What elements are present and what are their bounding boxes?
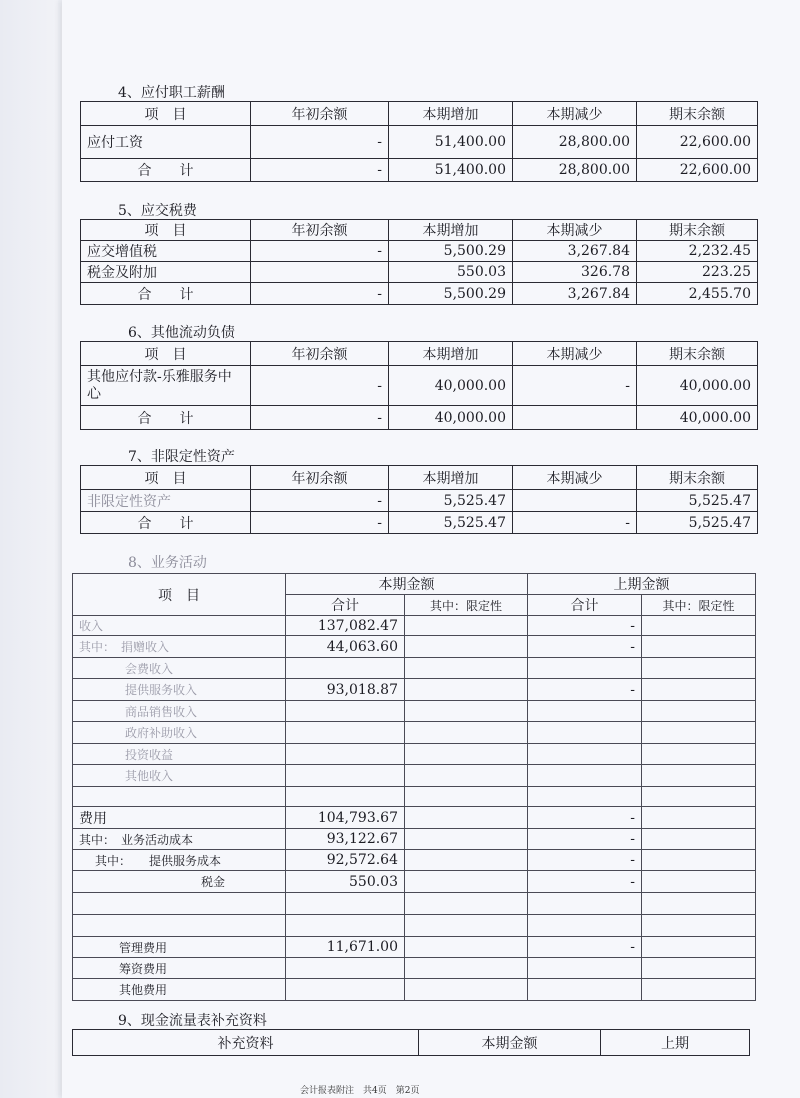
cell-current-restricted	[405, 636, 528, 658]
cell-prior-total	[528, 701, 642, 722]
cell-prior-total	[528, 765, 642, 787]
cell-current-total: 93,122.67	[286, 829, 405, 850]
row-label: 会费收入	[73, 658, 286, 679]
cell-current-restricted	[405, 915, 528, 937]
table-row	[73, 915, 756, 937]
table-row	[73, 937, 756, 958]
header-prior-restricted: 其中：限定性	[642, 595, 756, 616]
cell-prior-restricted	[642, 871, 756, 893]
cell-prior-total: -	[528, 829, 642, 850]
cell-current-restricted	[405, 701, 528, 722]
cell-prior-total	[528, 787, 642, 807]
cell-closing: 22,600.00	[637, 159, 758, 182]
row-label	[73, 893, 286, 915]
cell-current-restricted	[405, 871, 528, 893]
cell-current-total	[286, 958, 405, 979]
cell-current-restricted	[405, 787, 528, 807]
cell-current-total	[286, 979, 405, 1001]
header-decrease: 本期减少	[513, 102, 637, 126]
cell-decrease	[513, 406, 637, 430]
header-prior-total: 合计	[528, 595, 642, 616]
row-label: 非限定性资产	[81, 490, 251, 512]
header-item: 项 目	[81, 220, 251, 241]
row-label	[73, 915, 286, 937]
cell-current-total	[286, 765, 405, 787]
cell-decrease: 326.78	[513, 262, 637, 283]
cell-current-restricted	[405, 679, 528, 701]
cell-current-restricted	[405, 958, 528, 979]
cell-increase: 5,525.47	[389, 490, 513, 512]
cell-current-restricted	[405, 722, 528, 744]
cell-increase: 5,525.47	[389, 512, 513, 534]
cell-current-total: 11,671.00	[286, 937, 405, 958]
cell-prior-restricted	[642, 979, 756, 1001]
cell-increase: 5,500.29	[389, 283, 513, 305]
row-label: 税金及附加	[81, 262, 251, 283]
cell-opening: -	[251, 366, 389, 406]
table-row	[73, 722, 756, 744]
header-item: 项 目	[81, 342, 251, 366]
cell-prior-restricted	[642, 722, 756, 744]
cell-opening: -	[251, 283, 389, 305]
cell-prior-restricted	[642, 658, 756, 679]
cell-closing: 40,000.00	[637, 406, 758, 430]
cell-current-total: 550.03	[286, 871, 405, 893]
cell-current-total	[286, 722, 405, 744]
cell-prior-restricted	[642, 765, 756, 787]
cell-opening: -	[251, 512, 389, 534]
cell-prior-total: -	[528, 937, 642, 958]
row-label: 提供服务收入	[73, 679, 286, 701]
header-closing: 期末余额	[637, 220, 758, 241]
section-6-table	[80, 341, 758, 430]
cell-increase: 40,000.00	[389, 406, 513, 430]
header-item: 项 目	[81, 466, 251, 490]
row-label: 费用	[73, 807, 286, 829]
cell-increase: 51,400.00	[389, 126, 513, 159]
header-opening: 年初余额	[251, 466, 389, 490]
row-label: 政府补助收入	[73, 722, 286, 744]
header-current-total: 合计	[286, 595, 405, 616]
row-label-total: 合 计	[81, 406, 251, 430]
cell-prior-restricted	[642, 829, 756, 850]
header-opening: 年初余额	[251, 342, 389, 366]
cell-prior-restricted	[642, 807, 756, 829]
table-row	[73, 850, 756, 871]
cell-closing: 2,232.45	[637, 241, 758, 262]
cell-prior-total	[528, 979, 642, 1001]
section-7-title: 7、非限定性资产	[128, 449, 235, 465]
row-label: 其他收入	[73, 765, 286, 787]
cell-prior-restricted	[642, 915, 756, 937]
header-current-period: 本期金额	[286, 574, 528, 595]
page-footer: 会计报表附注 共4页 第2页	[300, 1086, 420, 1096]
header-increase: 本期增加	[389, 102, 513, 126]
row-label: 投资收益	[73, 744, 286, 765]
header-current-amount: 本期金额	[419, 1030, 601, 1056]
cell-opening: -	[251, 241, 389, 262]
table-row	[73, 787, 756, 807]
cell-current-restricted	[405, 850, 528, 871]
cell-prior-total	[528, 744, 642, 765]
cell-increase: 550.03	[389, 262, 513, 283]
cell-opening	[251, 262, 389, 283]
header-increase: 本期增加	[389, 466, 513, 490]
row-label: 商品销售收入	[73, 701, 286, 722]
cell-decrease: -	[513, 512, 637, 534]
cell-current-total	[286, 744, 405, 765]
section-9-title: 9、现金流量表补充资料	[118, 1013, 267, 1029]
cell-opening: -	[251, 406, 389, 430]
cell-closing: 22,600.00	[637, 126, 758, 159]
cell-closing: 223.25	[637, 262, 758, 283]
header-item: 项 目	[73, 574, 286, 616]
row-label: 其中： 业务活动成本	[73, 829, 286, 850]
table-row	[73, 893, 756, 915]
cell-prior-restricted	[642, 616, 756, 636]
row-label: 税金	[73, 871, 286, 893]
cell-prior-total	[528, 658, 642, 679]
cell-prior-restricted	[642, 937, 756, 958]
row-label: 其他应付款-乐雅服务中心	[81, 366, 251, 406]
section-8-table	[72, 573, 756, 1001]
row-label: 其中： 提供服务成本	[73, 850, 286, 871]
header-prior: 上期	[601, 1030, 750, 1056]
cell-opening: -	[251, 490, 389, 512]
cell-current-total	[286, 658, 405, 679]
cell-prior-restricted	[642, 701, 756, 722]
row-label: 收入	[73, 616, 286, 636]
header-decrease: 本期减少	[513, 342, 637, 366]
cell-prior-total	[528, 915, 642, 937]
cell-closing: 40,000.00	[637, 366, 758, 406]
cell-current-total: 137,082.47	[286, 616, 405, 636]
cell-current-total: 93,018.87	[286, 679, 405, 701]
header-increase: 本期增加	[389, 220, 513, 241]
header-decrease: 本期减少	[513, 466, 637, 490]
cell-closing: 2,455.70	[637, 283, 758, 305]
cell-prior-total	[528, 722, 642, 744]
cell-prior-total: -	[528, 807, 642, 829]
row-label: 应付工资	[81, 126, 251, 159]
row-label-total: 合 计	[81, 283, 251, 305]
section-7-table	[80, 465, 758, 534]
cell-prior-restricted	[642, 893, 756, 915]
cell-closing: 5,525.47	[637, 490, 758, 512]
cell-closing: 5,525.47	[637, 512, 758, 534]
table-row	[73, 701, 756, 722]
table-row	[73, 679, 756, 701]
cell-prior-total: -	[528, 616, 642, 636]
cell-current-total	[286, 787, 405, 807]
header-current-restricted: 其中：限定性	[405, 595, 528, 616]
table-row	[73, 616, 756, 636]
cell-prior-total: -	[528, 636, 642, 658]
cell-current-total	[286, 893, 405, 915]
table-row	[73, 958, 756, 979]
cell-opening: -	[251, 159, 389, 182]
cell-current-total: 44,063.60	[286, 636, 405, 658]
header-item: 项 目	[81, 102, 251, 126]
header-closing: 期末余额	[637, 342, 758, 366]
table-row	[73, 765, 756, 787]
cell-current-total	[286, 915, 405, 937]
cell-prior-total	[528, 893, 642, 915]
cell-prior-restricted	[642, 679, 756, 701]
cell-prior-total	[528, 958, 642, 979]
header-closing: 期末余额	[637, 466, 758, 490]
page-edge	[0, 0, 58, 1098]
cell-decrease	[513, 490, 637, 512]
cell-prior-restricted	[642, 636, 756, 658]
cell-current-restricted	[405, 744, 528, 765]
cell-current-restricted	[405, 829, 528, 850]
cell-current-restricted	[405, 979, 528, 1001]
table-row	[73, 636, 756, 658]
header-opening: 年初余额	[251, 220, 389, 241]
row-label: 应交增值税	[81, 241, 251, 262]
cell-current-restricted	[405, 658, 528, 679]
section-8-title: 8、业务活动	[128, 555, 207, 571]
cell-opening: -	[251, 126, 389, 159]
cell-increase: 51,400.00	[389, 159, 513, 182]
cell-decrease: 3,267.84	[513, 241, 637, 262]
cell-current-restricted	[405, 937, 528, 958]
header-increase: 本期增加	[389, 342, 513, 366]
cell-increase: 40,000.00	[389, 366, 513, 406]
cell-decrease: 28,800.00	[513, 126, 637, 159]
section-5-title: 5、应交税费	[118, 203, 197, 219]
row-label: 其中： 捐赠收入	[73, 636, 286, 658]
table-row	[73, 871, 756, 893]
table-row	[73, 658, 756, 679]
cell-current-total: 92,572.64	[286, 850, 405, 871]
row-label-total: 合 计	[81, 512, 251, 534]
header-prior-period: 上期金额	[528, 574, 756, 595]
cell-current-restricted	[405, 893, 528, 915]
cell-prior-restricted	[642, 958, 756, 979]
row-label: 管理费用	[73, 937, 286, 958]
section-9-table	[72, 1029, 750, 1056]
cell-current-total: 104,793.67	[286, 807, 405, 829]
row-label: 筹资费用	[73, 958, 286, 979]
cell-decrease: -	[513, 366, 637, 406]
section-4-table	[80, 101, 758, 182]
cell-prior-total: -	[528, 850, 642, 871]
cell-prior-total: -	[528, 871, 642, 893]
row-label: 其他费用	[73, 979, 286, 1001]
section-6-title: 6、其他流动负债	[128, 325, 235, 341]
table-row	[73, 807, 756, 829]
cell-prior-total: -	[528, 679, 642, 701]
table-row	[73, 979, 756, 1001]
table-row	[73, 744, 756, 765]
cell-current-restricted	[405, 616, 528, 636]
cell-prior-restricted	[642, 787, 756, 807]
header-decrease: 本期减少	[513, 220, 637, 241]
cell-current-total	[286, 701, 405, 722]
row-label-total: 合 计	[81, 159, 251, 182]
header-opening: 年初余额	[251, 102, 389, 126]
cell-prior-restricted	[642, 850, 756, 871]
cell-increase: 5,500.29	[389, 241, 513, 262]
cell-prior-restricted	[642, 744, 756, 765]
header-closing: 期末余额	[637, 102, 758, 126]
table-row	[73, 829, 756, 850]
row-label	[73, 787, 286, 807]
cell-current-restricted	[405, 807, 528, 829]
cell-decrease: 3,267.84	[513, 283, 637, 305]
section-4-title: 4、应付职工薪酬	[118, 85, 225, 101]
header-supplementary: 补充资料	[73, 1030, 419, 1056]
section-5-table	[80, 219, 758, 305]
cell-decrease: 28,800.00	[513, 159, 637, 182]
cell-current-restricted	[405, 765, 528, 787]
